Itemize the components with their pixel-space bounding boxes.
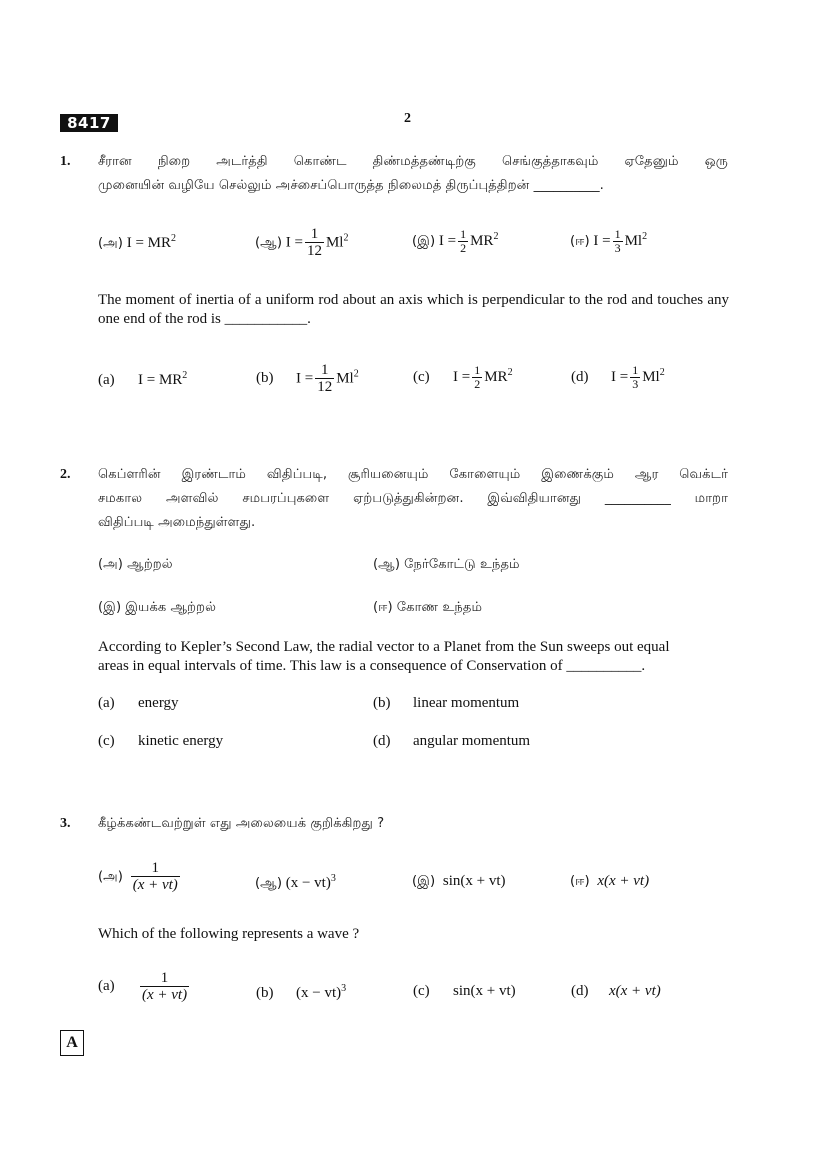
option-text: x(x + vt) [597,873,650,889]
option-label: (c) [413,368,430,385]
q2-tamil-option-c: (இ) இயக்க ஆற்றல் [98,600,217,615]
option-text: I = MR [138,372,183,388]
option-suffix: MR [484,368,508,385]
option-label: (அ) [98,869,123,885]
numerator: 1 [310,226,319,242]
q1-english-option-a [98,370,187,389]
option-suffix: Ml [624,232,643,249]
q1-english-option-d [571,364,665,391]
option-label: (d) [373,733,391,749]
exponent: 3 [330,873,336,884]
paper-code-badge: 8417 [60,114,118,132]
q1-tamil-option-d [570,228,647,255]
option-label: (b) [256,370,274,387]
exponent: 2 [182,370,188,381]
numerator: 1 [460,227,467,241]
page-number: 2 [404,111,411,126]
q2-english-option-b [373,695,519,712]
fraction [315,362,334,396]
question-number: 2. [60,467,71,482]
q1-tamil-option-a [98,233,176,252]
q1-tamil-line-2: முனையின் வழியே செல்லும் அச்சைப்பொருத்த நிலைமத் திருப்புத்திறன் __________. [98,178,604,193]
q3-english-option-b [256,983,346,1002]
option-suffix: MR [470,232,494,249]
exponent: 2 [493,230,499,242]
q2-tamil-option-d: (ஈ) கோண உந்தம் [373,600,483,615]
denominator: 2 [474,377,481,391]
option-label: (அ) [98,236,123,251]
option-suffix: Ml [325,234,344,251]
q1-english-option-b [256,362,359,396]
exponent: 2 [353,368,359,380]
option-text: sin(x + vt) [442,873,506,889]
q3-english-option-c [413,983,516,1000]
fraction [131,860,180,894]
numerator: 1 [474,363,481,377]
denominator: 2 [460,241,467,255]
fraction [305,226,324,260]
option-label: (c) [413,983,430,999]
option-label: (இ) [412,874,436,889]
numerator: 1 [614,227,621,241]
numerator: 1 [160,970,169,986]
option-prefix: I = [438,232,457,249]
denominator: 3 [614,241,621,255]
option-label: (a) [98,695,115,711]
exponent: 2 [171,233,176,244]
q2-tamil-line-3: விதிப்படி அமைந்துள்ளது. [98,515,256,530]
q1-tamil-option-c [412,228,498,255]
q3-tamil-option-c [412,873,506,890]
q2-tamil-option-a: (அ) ஆற்றல் [98,557,173,572]
option-text: I = MR [126,235,171,251]
option-prefix: I = [285,234,303,251]
q3-english-option-d [571,983,661,1000]
q2-english-option-a [98,695,179,712]
option-text: kinetic energy [138,733,224,749]
option-label: (ஈ) [570,874,590,889]
option-label: (இ) [412,233,436,249]
option-label: (a) [98,978,115,995]
q2-english-line-2: areas in equal intervals of time. This law is a consequence of Conservation of __________. [98,658,646,674]
denominator: 12 [306,243,322,259]
option-label: (b) [373,695,391,711]
option-prefix: I = [296,370,314,387]
q1-english-text: The moment of inertia of a uniform rod about an axis which is perpendicular to the rod and touches any one end of the rod is ___________. [98,292,729,327]
fraction [630,364,640,391]
option-label: (c) [98,733,115,749]
exponent: 2 [642,230,648,242]
option-prefix: I = [453,368,471,385]
q3-english-option-a [98,970,191,1004]
exponent: 2 [343,232,349,244]
q2-tamil-option-b: (ஆ) நேர்கோட்டு உந்தம் [373,557,520,572]
q3-tamil-option-a [98,860,182,894]
q1-english-option-c [413,364,513,391]
set-letter-box: A [60,1030,84,1056]
option-label: (d) [571,983,589,999]
option-label: (a) [98,372,115,388]
q1-tamil-option-b [255,226,348,260]
option-text: x(x + vt) [609,983,661,999]
denominator: (x + vt) [132,877,178,893]
fraction [472,364,482,391]
denominator: (x + vt) [142,987,188,1003]
fraction [140,970,189,1004]
option-text: (x − vt) [285,875,331,891]
option-suffix: Ml [642,368,660,385]
option-text: sin(x + vt) [453,983,516,999]
q3-tamil-option-d [570,873,649,890]
option-label: (ஈ) [570,233,590,249]
exponent: 3 [341,983,347,994]
q3-tamil-question: கீழ்க்கண்டவற்றுள் எது அலையைக் குறிக்கிறது ? [98,816,385,831]
fraction [613,228,623,255]
option-text: linear momentum [413,695,520,711]
q2-tamil-line-1: கெப்ளரின் இரண்டாம் விதிப்படி, சூரியனையும் கோளையும் இணைக்கும் ஆர வெக்டர் [98,467,728,482]
denominator: 12 [317,379,333,395]
option-label: (ஆ) [255,235,282,251]
option-text: energy [138,695,179,711]
q2-english-line-1: According to Kepler’s Second Law, the radial vector to a Planet from the Sun sweeps out equal [98,639,670,655]
fraction [458,228,468,255]
q2-tamil-line-2: சமகால அளவில் சமபரப்புகளை ஏற்படுத்துகின்றன. இவ்விதியானது __________ மாறா [98,491,728,506]
question-number: 1. [60,154,71,169]
numerator: 1 [151,860,159,876]
option-prefix: I = [611,368,629,385]
denominator: 3 [632,377,639,391]
question-number: 3. [60,816,71,831]
exponent: 2 [659,366,665,378]
option-label: (ஆ) [255,876,282,891]
q1-tamil-line-1: சீரான நிறை அடர்த்தி கொண்ட திண்மத்தண்டிற்கு செங்குத்தாகவும் ஏதேனும் ஒரு [98,154,728,169]
option-label: (b) [256,985,274,1001]
q2-english-option-d [373,733,530,750]
exponent: 2 [507,366,513,378]
q3-tamil-option-b [255,873,336,892]
option-text: (x − vt) [296,985,342,1001]
option-label: (d) [571,368,589,385]
numerator: 1 [320,362,329,378]
option-suffix: Ml [336,370,354,387]
q2-english-option-c [98,733,223,750]
numerator: 1 [632,363,639,377]
q3-english-question: Which of the following represents a wave ? [98,926,360,942]
option-prefix: I = [593,232,611,249]
option-text: angular momentum [413,733,531,749]
